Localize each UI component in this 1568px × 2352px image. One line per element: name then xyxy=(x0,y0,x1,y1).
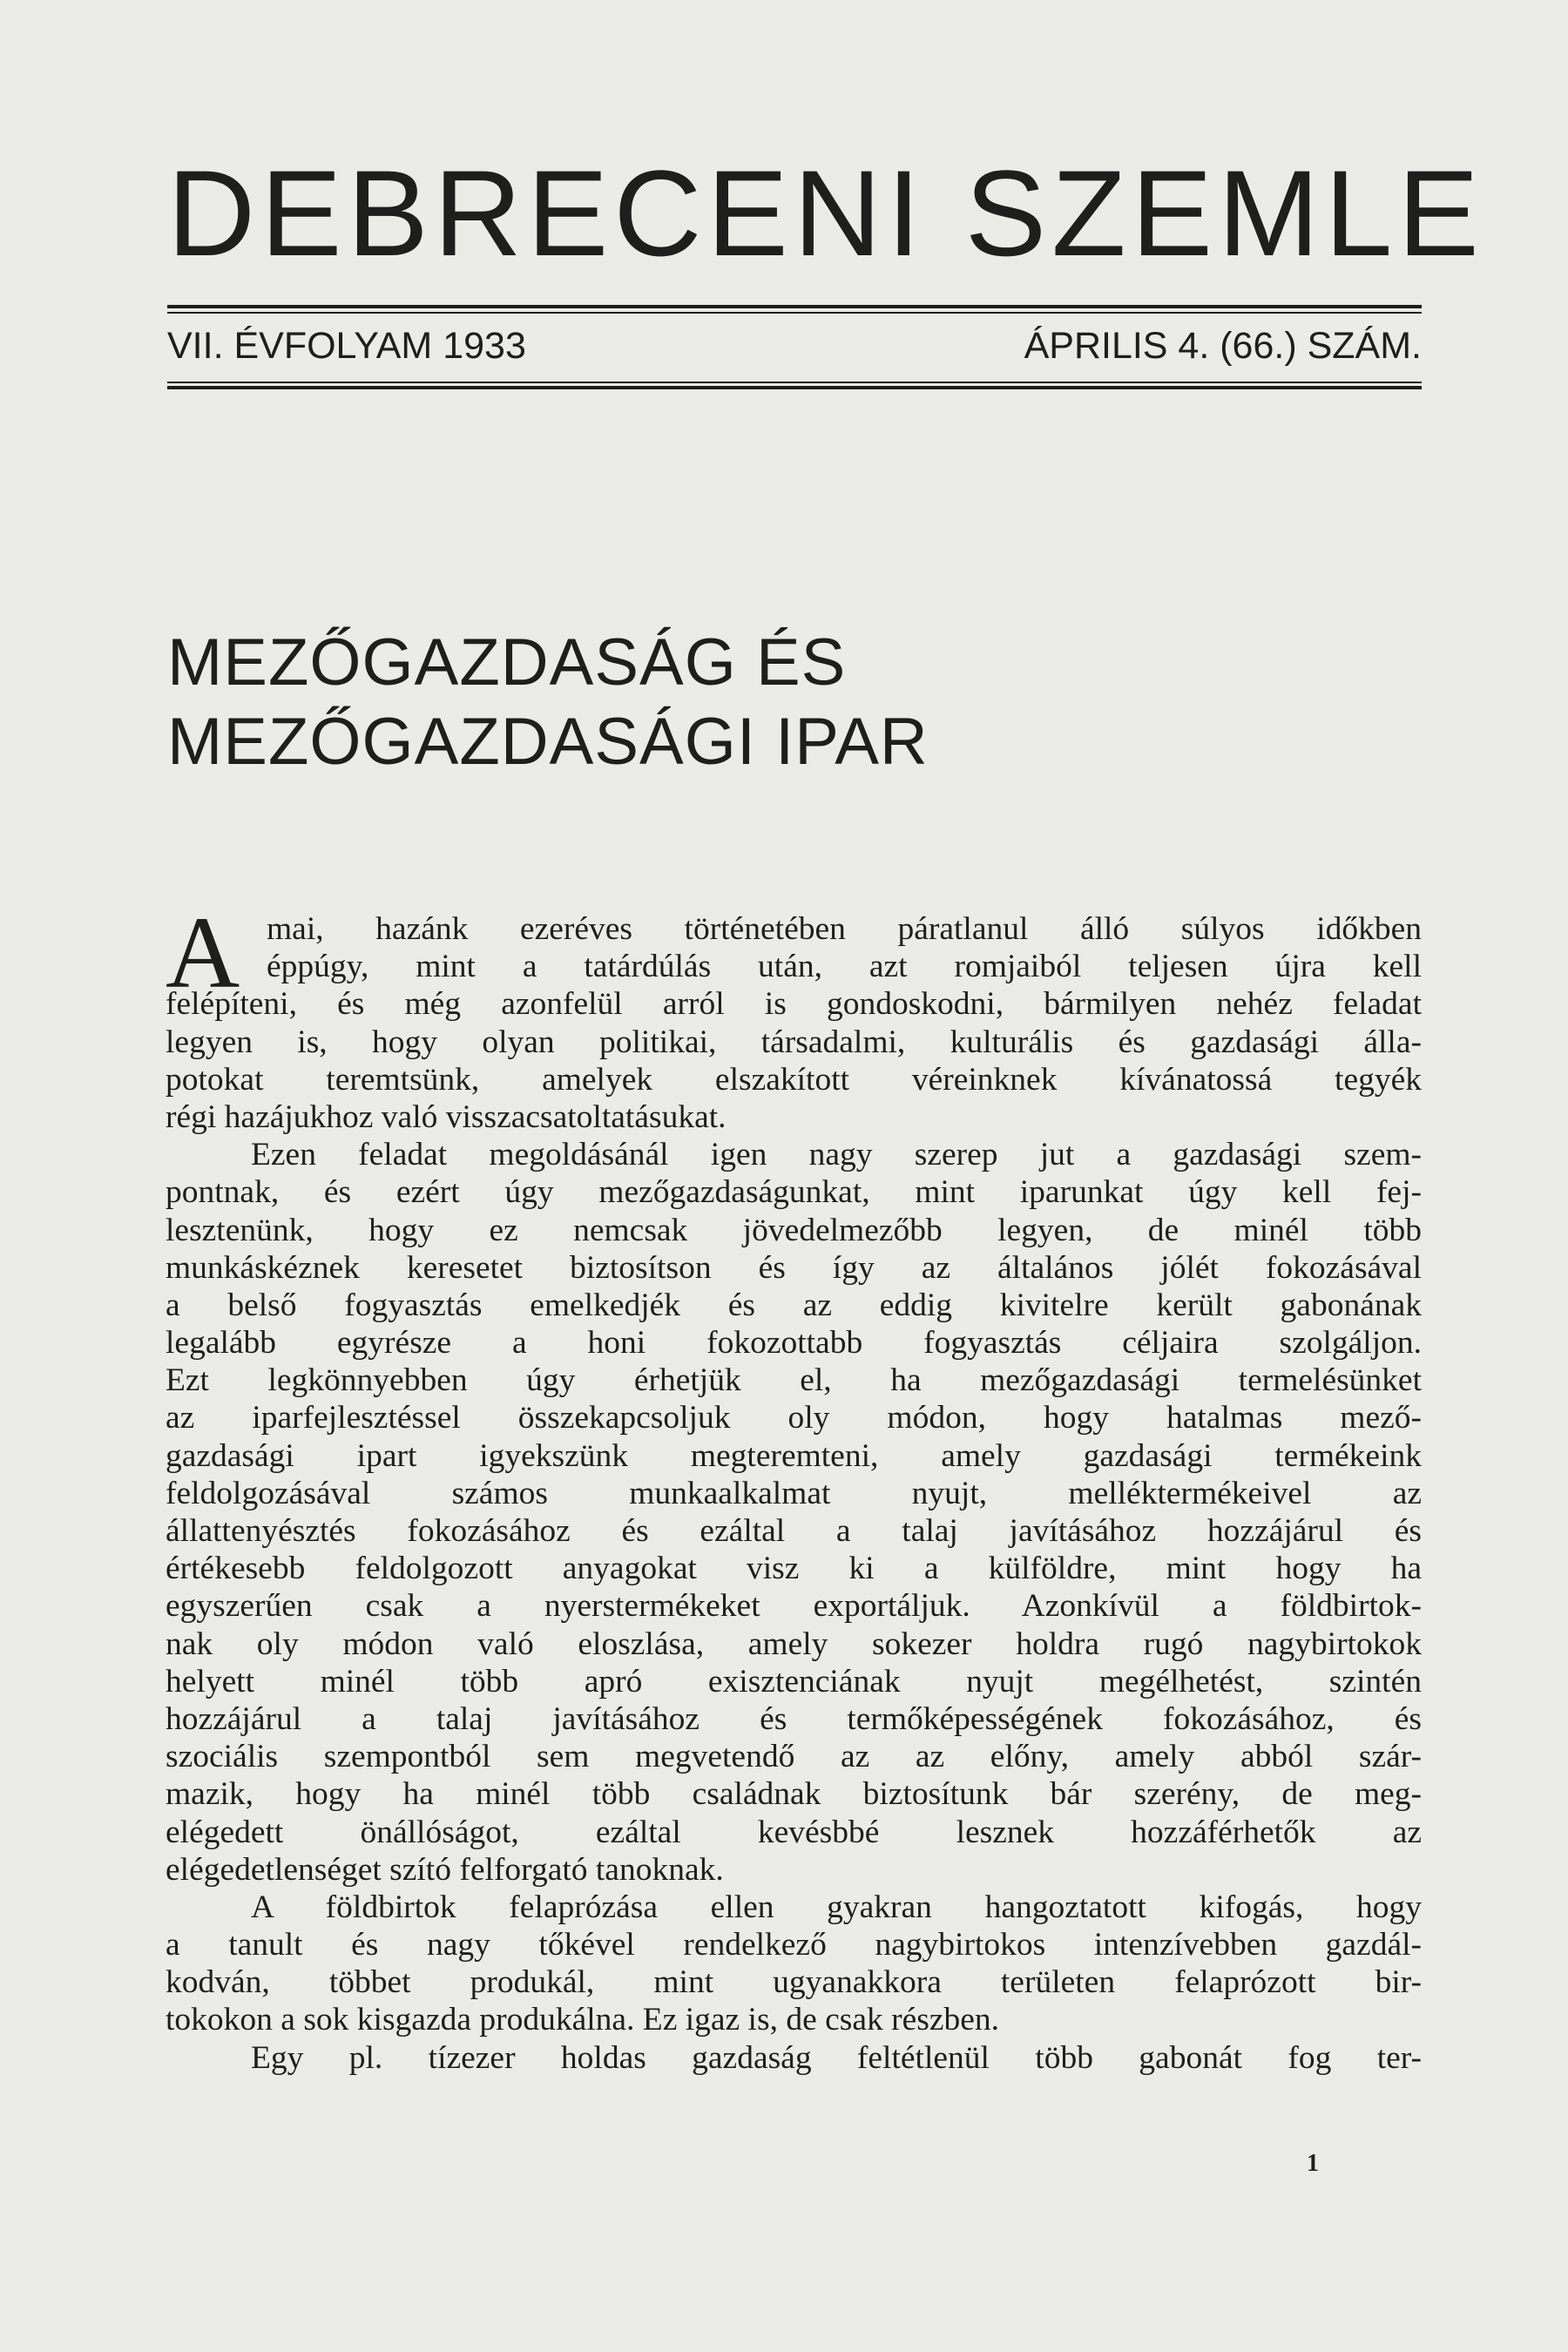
text-line: az iparfejlesztéssel összekapcsoljuk oly módon, hogy hatalmas mező- xyxy=(166,1400,1422,1436)
text-line: A földbirtok felaprózása ellen gyakran hangoztatott kifogás, hogy xyxy=(251,1889,1422,1925)
article-title-line: MEZŐGAZDASÁGI IPAR xyxy=(167,705,929,779)
journal-title: DEBRECENI SZEMLE xyxy=(167,145,1484,281)
text-line: legalább egyrésze a honi fokozottabb fogyasztás céljaira szolgáljon. xyxy=(166,1325,1422,1362)
text-line: a belső fogyasztás emelkedjék és az eddig kivitelre került gabonának xyxy=(166,1287,1422,1323)
volume-year: VII. ÉVFOLYAM 1933 xyxy=(167,325,526,367)
header-rule-top-thin xyxy=(167,312,1422,314)
text-line: Ezen feladat megoldásánál igen nagy szerep jut a gazdasági szem- xyxy=(251,1137,1422,1173)
text-line: legyen is, hogy olyan politikai, társadalmi, kulturális és gazdasági álla- xyxy=(166,1024,1422,1060)
text-line: egyszerűen csak a nyerstermékeket exportáljuk. Azonkívül a földbirtok- xyxy=(166,1588,1422,1625)
text-line: Ezt legkönnyebben úgy érhetjük el, ha mezőgazdasági termelésünket xyxy=(166,1362,1422,1399)
issue-date: ÁPRILIS 4. (66.) SZÁM. xyxy=(1024,325,1422,367)
issue-info xyxy=(167,324,1422,368)
text-line: lesztenünk, hogy ez nemcsak jövedelmezőbb legyen, de minél több xyxy=(166,1212,1422,1248)
text-line: munkáskéznek keresetet biztosítson és így az általános jólét fokozásával xyxy=(166,1249,1422,1286)
article-title-line: MEZŐGAZDASÁG ÉS xyxy=(167,625,847,700)
text-line: mazik, hogy ha minél több családnak biztosítunk bár szerény, de meg- xyxy=(166,1776,1422,1813)
text-line: Egy pl. tízezer holdas gazdaság feltétlenül több gabonát fog ter- xyxy=(251,2039,1422,2076)
text-line: pontnak, és ezért úgy mezőgazdaságunkat, mint iparunkat úgy kell fej- xyxy=(166,1174,1422,1211)
article-title xyxy=(167,623,1422,781)
page-number: 1 xyxy=(1307,2150,1319,2177)
text-line: hozzájárul a talaj javításához és termőképességének fokozásához, és xyxy=(166,1700,1422,1737)
text-line: elégedett önállóságot, ezáltal kevésbbé lesznek hozzáférhetők az xyxy=(166,1814,1422,1850)
text-line: mai, hazánk ezeréves történetében páratlanul álló súlyos időkben xyxy=(267,911,1422,947)
article-body xyxy=(166,896,1422,2077)
text-line: értékesebb feldolgozott anyagokat visz ki a külföldre, mint hogy ha xyxy=(166,1551,1422,1587)
text-line: tokokon a sok kisgazda produkálna. Ez igaz is, de csak részben. xyxy=(166,2002,999,2038)
text-line: éppúgy, mint a tatárdúlás után, azt romjaiból teljesen újra kell xyxy=(267,949,1422,985)
header-rule-bottom-thin xyxy=(167,382,1422,383)
header-rule-top xyxy=(167,305,1422,308)
text-line: nak oly módon való eloszlása, amely sokezer holdra rugó nagybirtokok xyxy=(166,1625,1422,1662)
text-line: gazdasági ipart igyekszünk megteremteni, amely gazdasági termékeink xyxy=(166,1437,1422,1474)
text-line: potokat teremtsünk, amelyek elszakított véreinknek kívánatossá tegyék xyxy=(166,1061,1422,1098)
text-line: felépíteni, és még azonfelül arról is gondoskodni, bármilyen nehéz feladat xyxy=(166,986,1422,1023)
text-line: helyett minél több apró exisztenciának nyujt megélhetést, szintén xyxy=(166,1663,1422,1700)
drop-cap: A xyxy=(166,896,240,1010)
text-line: állattenyésztés fokozásához és ezáltal a talaj javításához hozzájárul és xyxy=(166,1513,1422,1549)
text-line: elégedetlenséget szító felforgató tanoknak. xyxy=(166,1851,724,1888)
text-line: régi hazájukhoz való visszacsatoltatásukat. xyxy=(166,1098,727,1135)
text-line: a tanult és nagy tőkével rendelkező nagybirtokos intenzívebben gazdál- xyxy=(166,1927,1422,1963)
text-line: feldolgozásával számos munkaalkalmat nyujt, melléktermékeivel az xyxy=(166,1475,1422,1511)
text-line: kodván, többet produkál, mint ugyanakkora területen felaprózott bir- xyxy=(166,1964,1422,2001)
text-line: szociális szempontból sem megvetendő az az előny, amely abból szár- xyxy=(166,1739,1422,1775)
header-rule-bottom xyxy=(167,386,1422,389)
